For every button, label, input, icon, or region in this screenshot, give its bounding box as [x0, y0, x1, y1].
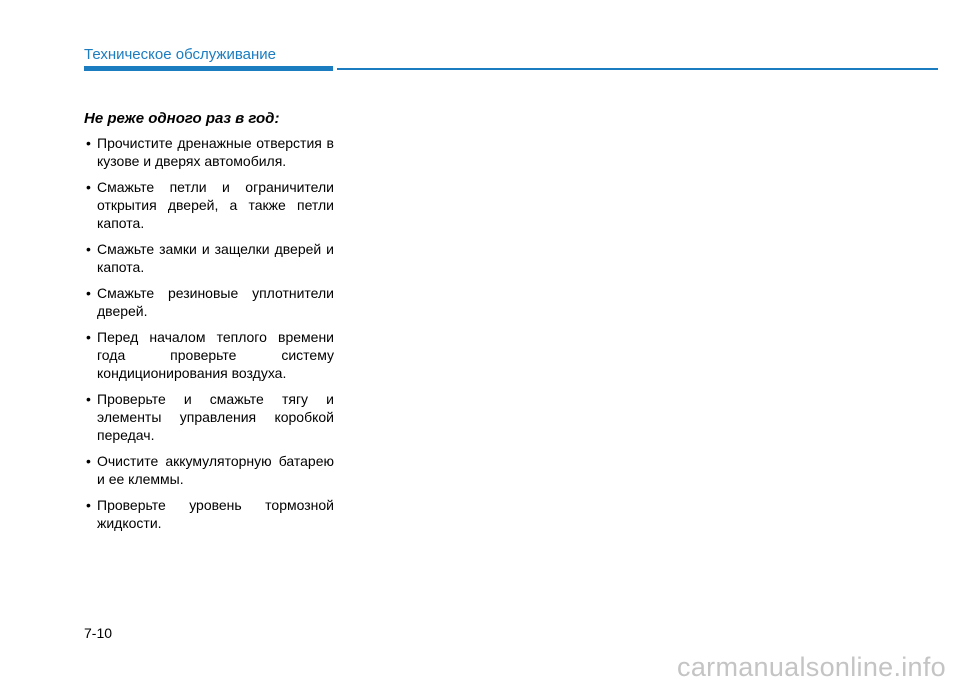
list-item-text: Проверьте уровень тормозной жидкости.	[97, 497, 334, 531]
list-item	[84, 178, 334, 232]
list-item-text: Проверьте и смажьте тягу и элементы управления коробкой передач.	[97, 391, 334, 443]
page-number: 7-10	[84, 625, 113, 641]
header-rule-thick	[84, 66, 333, 71]
maintenance-list	[84, 134, 334, 532]
bullet-icon: •	[86, 497, 91, 513]
bullet-icon: •	[86, 179, 91, 195]
bullet-icon: •	[86, 329, 91, 345]
bullet-icon: •	[86, 285, 91, 301]
section-heading: Не реже одного раз в год:	[84, 110, 280, 127]
list-item	[84, 134, 334, 170]
bullet-icon: •	[86, 391, 91, 407]
list-item	[84, 496, 334, 532]
list-item	[84, 284, 334, 320]
bullet-icon: •	[86, 135, 91, 151]
list-item-text: Смажьте петли и ограничители открытия дверей, а также петли капота.	[97, 179, 334, 231]
list-item-text: Очистите аккумуляторную батарею и ее клеммы.	[97, 453, 334, 487]
watermark: carmanualsonline.info	[677, 652, 946, 682]
maintenance-section	[84, 110, 334, 540]
list-item	[84, 390, 334, 444]
bullet-icon: •	[86, 241, 91, 257]
list-item-text: Смажьте замки и защелки дверей и капота.	[97, 241, 334, 275]
list-item	[84, 240, 334, 276]
list-item	[84, 452, 334, 488]
list-item-text: Смажьте резиновые уплотнители дверей.	[97, 285, 334, 319]
header-rule-thin	[337, 68, 938, 70]
list-item	[84, 328, 334, 382]
chapter-title: Техническое обслуживание	[84, 46, 276, 63]
list-item-text: Перед началом теплого времени года проверьте систему кондиционирования воздуха.	[97, 329, 334, 381]
bullet-icon: •	[86, 453, 91, 469]
list-item-text: Прочистите дренажные отверстия в кузове и дверях автомобиля.	[97, 135, 334, 169]
